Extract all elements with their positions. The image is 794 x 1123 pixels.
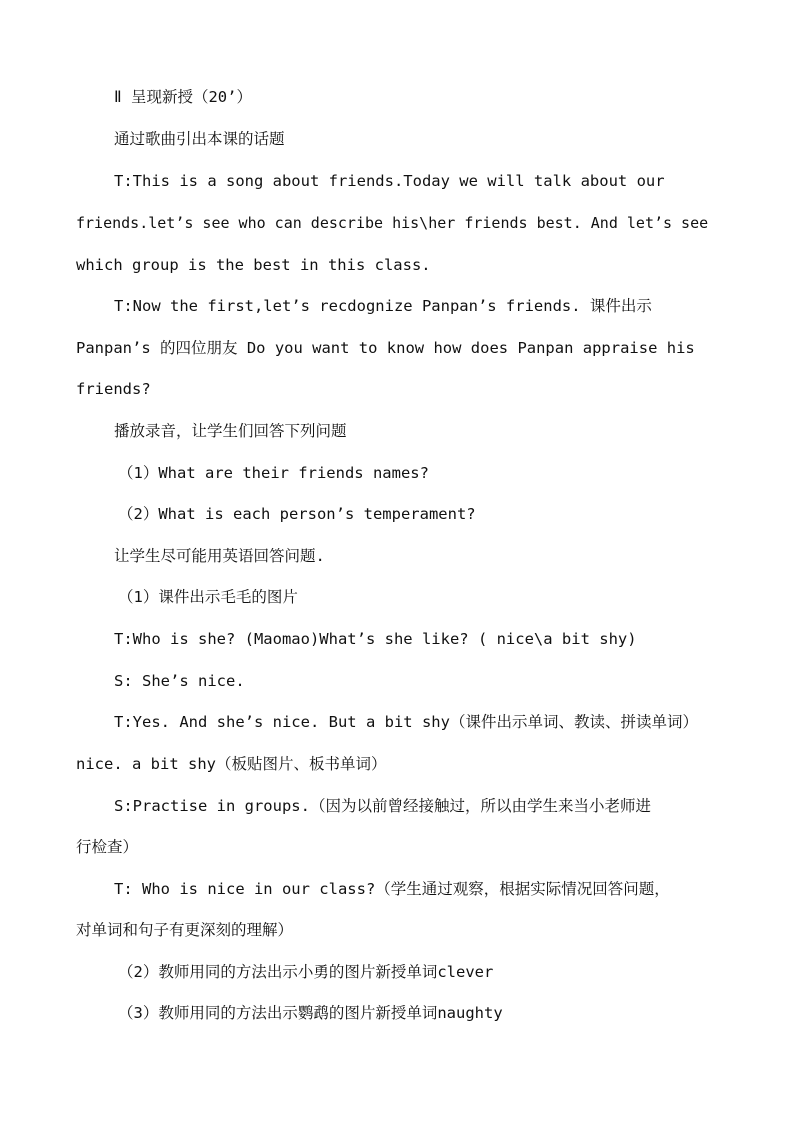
list-item: （1）What are their friends names? xyxy=(118,464,429,482)
list-item: （2）教师用同的方法出示小勇的图片新授单词clever xyxy=(118,963,494,981)
paragraph-line: S:Practise in groups.（因为以前曾经接触过，所以由学生来当小老师进 xyxy=(114,797,651,815)
paragraph-line: T:Who is she? (Maomao)What’s she like? ( nice\a bit shy) xyxy=(114,630,637,648)
paragraph-line: 让学生尽可能用英语回答问题. xyxy=(114,547,325,565)
paragraph-line: friends.let’s see who can describe his\her friends best. And let’s see xyxy=(76,214,709,232)
paragraph-line: nice. a bit shy（板贴图片、板书单词） xyxy=(76,755,387,773)
paragraph-line: friends? xyxy=(76,380,151,398)
list-item: （1）课件出示毛毛的图片 xyxy=(118,588,298,606)
paragraph-line: 行检查） xyxy=(76,838,139,856)
paragraph-line: S: She’s nice. xyxy=(114,672,245,690)
section-heading: Ⅱ 呈现新授（20’） xyxy=(114,88,252,106)
paragraph-line: T:This is a song about friends.Today we will talk about our xyxy=(114,172,665,190)
list-item: （2）What is each person’s temperament? xyxy=(118,505,476,523)
list-item: （3）教师用同的方法出示鹦鹉的图片新授单词naughty xyxy=(118,1004,503,1022)
paragraph-line: 通过歌曲引出本课的话题 xyxy=(114,130,285,148)
paragraph-line: T:Now the first,let’s recdognize Panpan’s friends. 课件出示 xyxy=(114,297,652,315)
paragraph-line: 对单词和句子有更深刻的理解） xyxy=(76,921,294,939)
paragraph-line: 播放录音，让学生们回答下列问题 xyxy=(114,422,347,440)
paragraph-line: which group is the best in this class. xyxy=(76,256,431,274)
paragraph-line: T:Yes. And she’s nice. But a bit shy（课件出示单词、教读、拼读单词） xyxy=(114,713,698,731)
paragraph-line: Panpan’s 的四位朋友 Do you want to know how does Panpan appraise his xyxy=(76,339,695,357)
paragraph-line: T: Who is nice in our class?（学生通过观察，根据实际情况回答问题， xyxy=(114,880,670,898)
